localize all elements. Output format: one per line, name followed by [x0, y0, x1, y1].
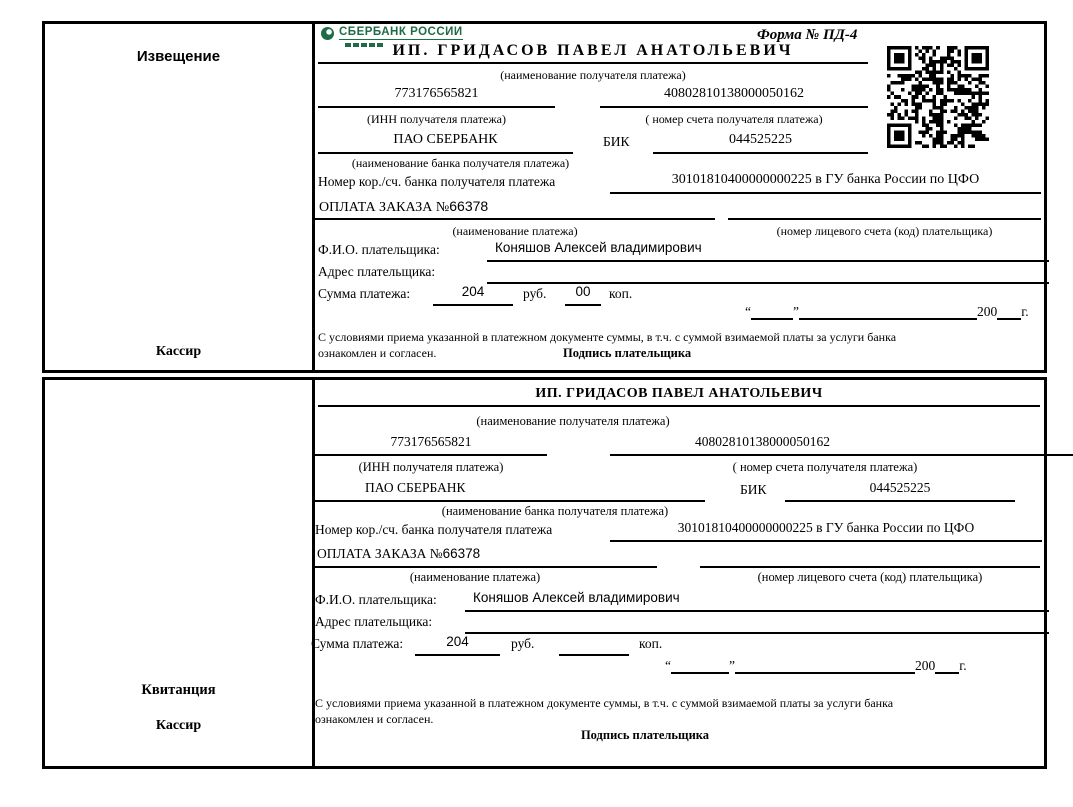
- bank-caption: (наименование банка получателя платежа): [351, 156, 570, 170]
- year-suffix: г.: [959, 658, 967, 673]
- receipt-section: [42, 377, 1047, 769]
- form-number-label: Форма № ПД-4: [757, 27, 858, 43]
- payer-address-label: Адрес плательщика:: [318, 264, 436, 279]
- corr-account-value: 30101810400000000225 в ГУ банка России по ЦФО: [610, 518, 1042, 542]
- notice-cashier-label: Кассир: [155, 344, 202, 359]
- payer-address-label: Адрес плательщика:: [315, 614, 433, 629]
- payment-caption: (наименование платежа): [452, 224, 578, 238]
- bank-name-value: ПАО СБЕРБАНК: [315, 478, 705, 502]
- close-quote: ”: [793, 304, 799, 319]
- payment-name-prefix: ОПЛАТА ЗАКАЗА №: [319, 200, 450, 215]
- payer-name-value: Коняшов Алексей владимирович: [487, 238, 1049, 262]
- amount-kop-value: 00: [565, 282, 601, 306]
- sberbank-circle-icon: [321, 27, 334, 40]
- date-day-field: [751, 306, 793, 320]
- payer-address-value: [465, 610, 1049, 634]
- receipt-cashier-label: Кассир: [155, 718, 202, 733]
- close-quote: ”: [729, 658, 735, 673]
- date-line: [745, 304, 1029, 320]
- year-prefix: 200: [915, 658, 936, 673]
- rub-label: руб.: [523, 286, 547, 301]
- payer-name-label: Ф.И.О. плательщика:: [315, 592, 437, 607]
- corr-account-label: Номер кор./сч. банка получателя платежа: [315, 522, 553, 537]
- personal-account-field: [728, 196, 1041, 220]
- open-quote: “: [665, 658, 671, 673]
- kop-label: коп.: [609, 286, 633, 301]
- inn-caption: (ИНН получателя платежа): [367, 112, 506, 126]
- year-suffix: г.: [1021, 304, 1029, 319]
- recipient-name: ИП. ГРИДАСОВ ПАВЕЛ АНАТОЛЬЕВИЧ: [318, 42, 868, 64]
- amount-rub-value: 204: [415, 632, 500, 656]
- bik-value: 044525225: [653, 130, 868, 154]
- payment-name-prefix: ОПЛАТА ЗАКАЗА №: [317, 546, 443, 561]
- agreement-line2: ознакомлен и согласен.: [315, 712, 434, 726]
- personal-account-caption: (номер лицевого счета (код) плательщика): [757, 570, 983, 584]
- receipt-form-area: [311, 380, 1044, 766]
- date-year-field: [935, 660, 959, 674]
- agreement-line2: ознакомлен и согласен.: [318, 346, 437, 360]
- sberbank-logo-text: СБЕРБАНК РОССИИ: [339, 26, 463, 38]
- signature-label: Подпись плательщика: [580, 728, 710, 742]
- notice-section: [42, 21, 1047, 373]
- amount-rub-value: 204: [433, 282, 513, 306]
- payment-name-value: [315, 196, 715, 220]
- inn-value: 773176565821: [315, 432, 547, 456]
- account-value: 40802810138000050162: [610, 432, 1073, 456]
- signature-label: Подпись плательщика: [563, 346, 692, 360]
- account-value: 40802810138000050162: [600, 84, 868, 108]
- account-caption: ( номер счета получателя платежа): [645, 112, 823, 126]
- bank-name-value: ПАО СБЕРБАНК: [318, 130, 573, 154]
- personal-account-caption: (номер лицевого счета (код) плательщика): [776, 224, 993, 238]
- year-prefix: 200: [977, 304, 998, 319]
- payer-address-value: [487, 260, 1049, 284]
- amount-label: Сумма платежа:: [311, 636, 404, 651]
- inn-caption: (ИНН получателя платежа): [358, 460, 504, 474]
- amount-label: Сумма платежа:: [318, 286, 411, 301]
- agreement-line1: С условиями приема указанной в платежном документе суммы, в т.ч. с суммой взимаемой платы за услуги банка: [318, 330, 897, 344]
- notice-form-area: [315, 24, 1044, 370]
- recipient-caption: (наименование получателя платежа): [500, 68, 686, 82]
- personal-account-field: [700, 544, 1040, 568]
- bik-label: БИК: [603, 134, 630, 149]
- recipient-caption: (наименование получателя платежа): [476, 414, 670, 428]
- account-caption: ( номер счета получателя платежа): [732, 460, 918, 474]
- date-month-field: [799, 306, 977, 320]
- payment-name-value: [315, 544, 657, 568]
- receipt-section-label: Квитанция: [141, 682, 216, 698]
- rub-label: руб.: [511, 636, 535, 651]
- payer-name-value: Коняшов Алексей владимирович: [465, 588, 1049, 612]
- inn-value: 773176565821: [318, 84, 555, 108]
- amount-kop-value: [559, 632, 629, 656]
- notice-section-label: Извещение: [136, 48, 221, 65]
- kop-label: коп.: [639, 636, 663, 651]
- agreement-line1: С условиями приема указанной в платежном документе суммы, в т.ч. с суммой взимаемой платы за услуги банка: [315, 696, 894, 710]
- date-month-field: [735, 660, 915, 674]
- order-number-value: 66378: [442, 546, 481, 561]
- order-number-value: 66378: [449, 198, 489, 214]
- date-line: [665, 658, 967, 674]
- payment-caption: (наименование платежа): [409, 570, 541, 584]
- notice-left-column: [45, 24, 315, 370]
- corr-account-label: Номер кор./сч. банка получателя платежа: [318, 174, 556, 189]
- qr-code: [887, 46, 989, 148]
- corr-account-value: 30101810400000000225 в ГУ банка России по ЦФО: [610, 170, 1041, 194]
- sberbank-logo: [321, 26, 463, 40]
- date-year-field: [997, 306, 1021, 320]
- date-day-field: [671, 660, 729, 674]
- bik-value: 044525225: [785, 478, 1015, 502]
- bank-caption: (наименование банка получателя платежа): [441, 504, 669, 518]
- payer-name-label: Ф.И.О. плательщика:: [318, 242, 440, 257]
- recipient-name: ИП. ГРИДАСОВ ПАВЕЛ АНАТОЛЬЕВИЧ: [318, 386, 1040, 407]
- receipt-left-column: [45, 380, 315, 766]
- bik-label: БИК: [740, 482, 767, 497]
- open-quote: “: [745, 304, 751, 319]
